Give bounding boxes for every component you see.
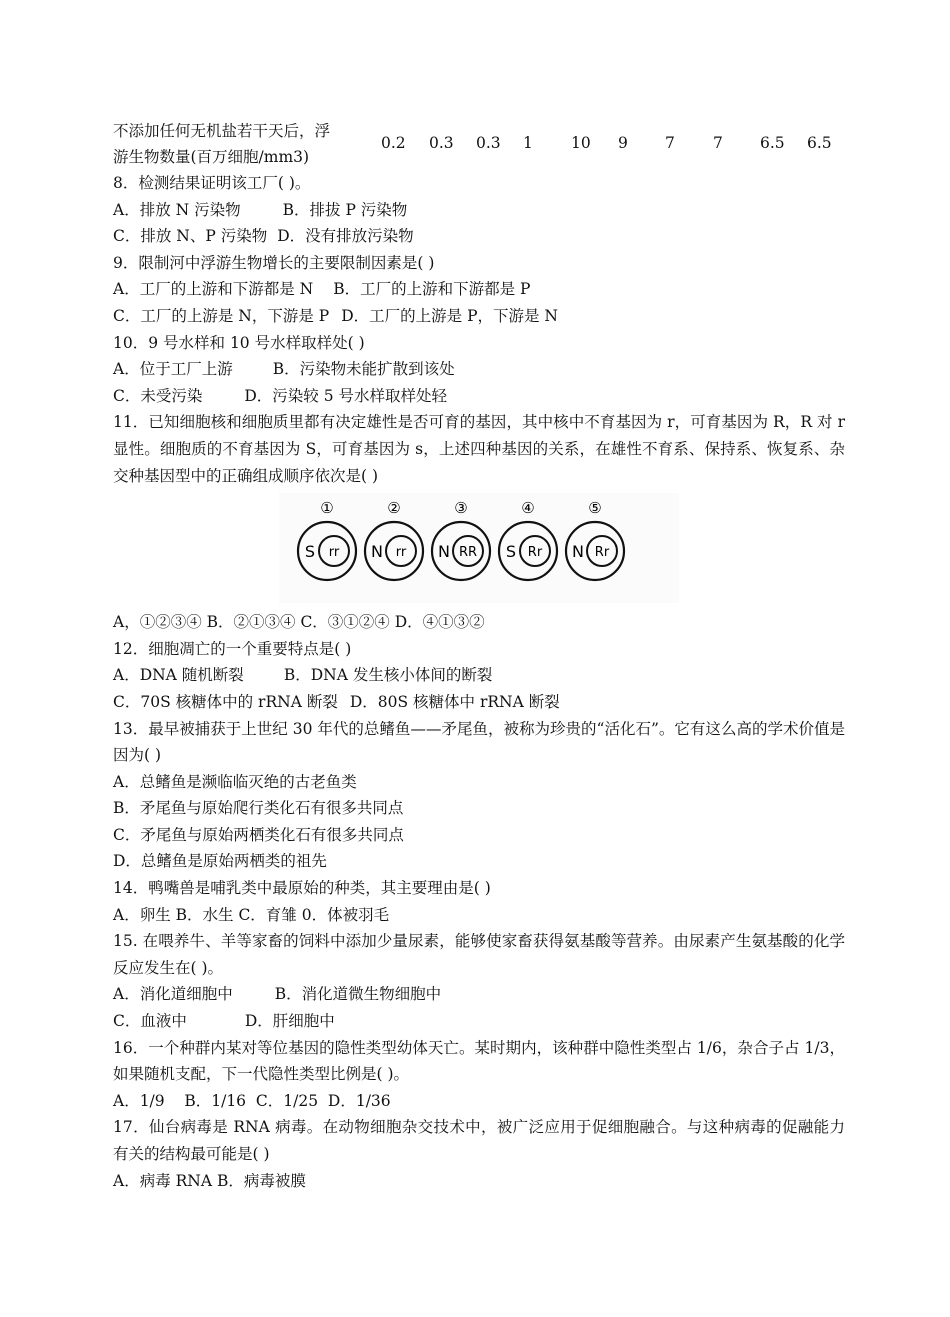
table-cell: 6.5 — [760, 134, 785, 152]
table-row-values — [375, 118, 845, 170]
option-b: B．污染物未能扩散到该处 — [272, 360, 455, 379]
cytoplasm-gene-label: S — [505, 542, 517, 562]
data-table-row — [113, 118, 845, 170]
cytoplasm-gene-label: N — [438, 542, 450, 562]
nuclear-gene-label: rr — [328, 545, 340, 561]
question-16-stem: 16．一个种群内某对等位基因的隐性类型幼体天亡。某时期内，该种群中隐性类型占 1/6，杂合子占 1/3，如果随机支配，下一代隐性类型比例是( )。 — [113, 1038, 845, 1084]
nuclear-gene-label: Rr — [527, 545, 543, 561]
option-d: D．80S 核糖体中 rRNA 断裂 — [349, 692, 560, 711]
question-8-options-row2 — [113, 223, 845, 250]
question-14-options: A．卵生 B．水生 C．育雏 0．体被羽毛 — [113, 905, 390, 924]
table-cell: 9 — [618, 134, 628, 152]
table-cell: 0.3 — [429, 134, 454, 152]
question-13-stem: 13．最早被捕获于上世纪 30 年代的总鳍鱼——矛尾鱼，被称为珍贵的“活化石”。它有这么高的学术价值是因为( ) — [113, 719, 845, 765]
option-a: A．工厂的上游和下游都是 N — [113, 280, 314, 299]
question-9-stem: 9．限制河中浮游生物增长的主要限制因素是( ) — [113, 253, 435, 272]
table-cell: 0.3 — [476, 134, 501, 152]
cell-number-label: ② — [387, 499, 401, 518]
table-cell: 10 — [571, 134, 591, 152]
question-11-stem: 11．已知细胞核和细胞质里都有决定雄性是否可育的基因，其中核中不育基因为 r，可育基因为 R，R 对 r 显性。细胞质的不育基因为 S，可育基因为 s，上述四种基因的关系，在雄性不育系、保持系、恢复系、杂交种基因型中的正确组成顺序依次是( ) — [113, 413, 845, 485]
question-9-options-row2 — [113, 303, 845, 330]
question-15-stem: 15. 在喂养牛、羊等家畜的饲料中添加少量尿素，能够使家畜获得氨基酸等营养。由尿素产生氨基酸的化学反应发生在( )。 — [113, 932, 845, 977]
option-c: C．未受污染 — [113, 386, 203, 405]
question-10-stem: 10．9 号水样和 10 号水样取样处( ) — [113, 333, 365, 352]
option-c: C．工厂的上游是 N，下游是 P — [113, 306, 330, 325]
table-cell: 6.5 — [807, 134, 832, 152]
option-b: B．DNA 发生核小体间的断裂 — [283, 666, 493, 685]
question-15-options-row1 — [113, 981, 845, 1008]
option-c: C．血液中 — [113, 1012, 187, 1031]
option-d: D．工厂的上游是 P，下游是 N — [341, 306, 558, 325]
question-13-option-b: B．矛尾鱼与原始爬行类化石有很多共同点 — [113, 799, 404, 818]
question-10-options-row2 — [113, 383, 845, 410]
nuclear-gene-label: rr — [395, 545, 407, 561]
document-page — [113, 118, 845, 1194]
option-c: C．排放 N、P 污染物 — [113, 227, 268, 246]
question-11-options: A，①②③④ B．②①③④ C．③①②④ D．④①③② — [113, 613, 485, 632]
option-b: B．排拔 P 污染物 — [282, 200, 408, 219]
option-d: D．污染较 5 号水样取样处轻 — [244, 386, 448, 405]
cytoplasm-gene-label: S — [304, 542, 316, 562]
table-row-label-line2: 游生物数量(百万细胞/mm3) — [113, 148, 310, 166]
option-a: A．排放 N 污染物 — [113, 200, 241, 219]
option-b: B．工厂的上游和下游都是 P — [333, 280, 531, 299]
option-a: A．位于工厂上游 — [113, 360, 233, 379]
table-cell: 0.2 — [381, 134, 406, 152]
option-c: C．70S 核糖体中的 rRNA 断裂 — [113, 692, 338, 711]
question-13-option-c: C．矛尾鱼与原始两栖类化石有很多共同点 — [113, 825, 404, 844]
cytoplasm-gene-label: N — [371, 542, 383, 562]
question-13-option-a: A．总鳍鱼是濒临临灭绝的古老鱼类 — [113, 772, 357, 791]
nuclear-gene-label: Rr — [594, 545, 610, 561]
question-14-stem: 14．鸭嘴兽是哺乳类中最原始的种类，其主要理由是( ) — [113, 879, 491, 898]
table-row-label — [113, 118, 375, 170]
cell-genotype-figure — [113, 493, 845, 603]
cell-number-label: ⑤ — [588, 499, 602, 518]
cell-number-label: ④ — [521, 499, 535, 518]
question-13-option-d: D．总鳍鱼是原始两栖类的祖先 — [113, 852, 327, 871]
table-cell: 1 — [523, 134, 533, 152]
question-12-stem: 12．细胞凋亡的一个重要特点是( ) — [113, 639, 352, 658]
option-b: B．消化道微生物细胞中 — [274, 985, 442, 1004]
question-17-options: A．病毒 RNA B．病毒被膜 — [113, 1171, 306, 1190]
question-10-options-row1 — [113, 356, 845, 383]
option-d: D．没有排放污染物 — [277, 227, 414, 246]
option-a: A．DNA 随机断裂 — [113, 666, 244, 685]
table-row-label-line1: 不添加任何无机盐若干天后，浮 — [113, 122, 331, 140]
question-8-stem: 8．检测结果证明该工厂( )。 — [113, 174, 311, 192]
question-8-options-row1 — [113, 197, 845, 224]
cytoplasm-gene-label: N — [572, 542, 584, 562]
cell-number-label: ① — [320, 499, 334, 518]
cell-diagrams — [279, 493, 679, 603]
option-a: A．消化道细胞中 — [113, 985, 233, 1004]
question-9-options-row1 — [113, 276, 845, 303]
question-12-options-row1 — [113, 662, 845, 689]
option-d: D．肝细胞中 — [244, 1012, 335, 1031]
question-17-stem: 17．仙台病毒是 RNA 病毒。在动物细胞杂交技术中，被广泛应用于促细胞融合。与这种病毒的促融能力有关的结构最可能是( ) — [113, 1118, 845, 1163]
question-15-options-row2 — [113, 1008, 845, 1035]
table-cell: 7 — [665, 134, 675, 152]
question-12-options-row2 — [113, 689, 845, 716]
nuclear-gene-label: RR — [458, 545, 478, 561]
cell-number-label: ③ — [454, 499, 468, 518]
table-cell: 7 — [713, 134, 723, 152]
question-16-options: A．1/9 B．1/16 C．1/25 D．1/36 — [113, 1091, 391, 1110]
